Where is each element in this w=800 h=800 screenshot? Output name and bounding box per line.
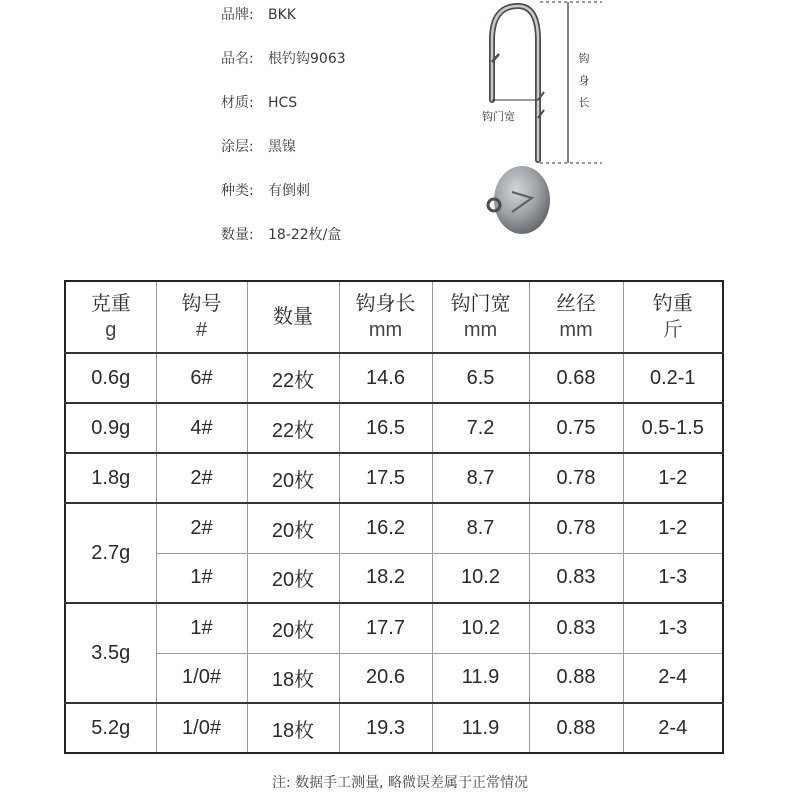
table-cell: 1-2 bbox=[623, 503, 723, 553]
table-cell: 1/0# bbox=[156, 703, 247, 753]
table-row bbox=[65, 653, 723, 703]
table-cell: 7.2 bbox=[432, 403, 529, 453]
table-cell: 18.2 bbox=[339, 553, 432, 603]
table-cell: 10.2 bbox=[432, 603, 529, 653]
spec-brand bbox=[221, 5, 296, 25]
table-cell: 1-3 bbox=[623, 553, 723, 603]
spec-value: HCS bbox=[268, 95, 298, 111]
table-cell: 8.7 bbox=[432, 503, 529, 553]
table-cell: 2-4 bbox=[623, 703, 723, 753]
spec-label: 种类: bbox=[221, 183, 254, 199]
header-weight: 克重 g bbox=[65, 281, 156, 353]
table-cell: 16.5 bbox=[339, 403, 432, 453]
table-cell: 17.7 bbox=[339, 603, 432, 653]
header-hook-size: 钩号 # bbox=[156, 281, 247, 353]
hook-length-label-3: 长 bbox=[578, 96, 590, 109]
header-gap-width: 钩门宽 mm bbox=[432, 281, 529, 353]
table-cell: 1/0# bbox=[156, 653, 247, 703]
table-cell: 20枚 bbox=[247, 553, 339, 603]
table-cell: 22枚 bbox=[247, 403, 339, 453]
table-cell: 2# bbox=[156, 453, 247, 503]
table-cell: 6# bbox=[156, 353, 247, 403]
table-cell: 0.78 bbox=[529, 503, 623, 553]
table-cell: 16.2 bbox=[339, 503, 432, 553]
table-cell: 0.75 bbox=[529, 403, 623, 453]
spec-label: 品牌: bbox=[221, 7, 254, 23]
spec-type bbox=[221, 181, 310, 201]
spec-table bbox=[64, 280, 724, 754]
table-header-row bbox=[65, 281, 723, 353]
table-row bbox=[65, 703, 723, 753]
table-cell: 19.3 bbox=[339, 703, 432, 753]
weight-cell: 3.5g bbox=[65, 603, 156, 703]
table-cell: 0.68 bbox=[529, 353, 623, 403]
table-cell: 18枚 bbox=[247, 653, 339, 703]
table-cell: 8.7 bbox=[432, 453, 529, 503]
table-cell: 0.88 bbox=[529, 703, 623, 753]
weight-cell: 5.2g bbox=[65, 703, 156, 753]
spec-material bbox=[221, 93, 297, 113]
table-cell: 1# bbox=[156, 553, 247, 603]
table-cell: 10.2 bbox=[432, 553, 529, 603]
table-cell: 2# bbox=[156, 503, 247, 553]
table-cell: 0.2-1 bbox=[623, 353, 723, 403]
hook-length-label-2: 身 bbox=[578, 74, 590, 87]
spec-quantity bbox=[221, 225, 341, 245]
table-cell: 20枚 bbox=[247, 453, 339, 503]
jig-hook-illustration bbox=[470, 0, 800, 250]
lead-head bbox=[488, 166, 550, 234]
table-cell: 11.9 bbox=[432, 653, 529, 703]
weight-cell: 0.6g bbox=[65, 353, 156, 403]
weight-cell: 2.7g bbox=[65, 503, 156, 603]
hook-wire bbox=[492, 6, 544, 160]
spec-value: 18-22枚/盒 bbox=[268, 227, 342, 243]
spec-value: 有倒刺 bbox=[268, 183, 310, 199]
spec-product-name bbox=[221, 49, 346, 69]
spec-value: 根钓钩9063 bbox=[268, 51, 346, 67]
header-quantity: 数量 bbox=[247, 281, 339, 353]
spec-value: BKK bbox=[268, 7, 296, 23]
hook-length-label-1: 钩 bbox=[578, 52, 590, 65]
hook-diagram bbox=[470, 0, 800, 250]
table-cell: 2-4 bbox=[623, 653, 723, 703]
table-cell: 11.9 bbox=[432, 703, 529, 753]
table-cell: 0.83 bbox=[529, 553, 623, 603]
header-shank-length: 钩身长 mm bbox=[339, 281, 432, 353]
table-cell: 20枚 bbox=[247, 603, 339, 653]
table-row bbox=[65, 353, 723, 403]
table-cell: 22枚 bbox=[247, 353, 339, 403]
table-row bbox=[65, 403, 723, 453]
table-cell: 20.6 bbox=[339, 653, 432, 703]
spec-value: 黑镍 bbox=[268, 139, 296, 155]
table-cell: 17.5 bbox=[339, 453, 432, 503]
gap-width-label: 钩门宽 bbox=[482, 110, 515, 123]
table-row bbox=[65, 603, 723, 653]
spec-label: 品名: bbox=[221, 51, 254, 67]
spec-label: 材质: bbox=[221, 95, 254, 111]
table-cell: 1-2 bbox=[623, 453, 723, 503]
table-cell: 0.88 bbox=[529, 653, 623, 703]
table-cell: 1-3 bbox=[623, 603, 723, 653]
table-cell: 20枚 bbox=[247, 503, 339, 553]
spec-coating bbox=[221, 137, 296, 157]
table-cell: 0.78 bbox=[529, 453, 623, 503]
weight-cell: 1.8g bbox=[65, 453, 156, 503]
table-cell: 18枚 bbox=[247, 703, 339, 753]
table-cell: 4# bbox=[156, 403, 247, 453]
table-row bbox=[65, 503, 723, 553]
table-cell: 14.6 bbox=[339, 353, 432, 403]
header-fish-weight: 钓重 斤 bbox=[623, 281, 723, 353]
table-cell: 6.5 bbox=[432, 353, 529, 403]
table-cell: 1# bbox=[156, 603, 247, 653]
weight-cell: 0.9g bbox=[65, 403, 156, 453]
table-row bbox=[65, 553, 723, 603]
table-cell: 0.5-1.5 bbox=[623, 403, 723, 453]
table-cell: 0.83 bbox=[529, 603, 623, 653]
header-wire-diameter: 丝径 mm bbox=[529, 281, 623, 353]
spec-label: 涂层: bbox=[221, 139, 254, 155]
footnote: 注: 数据手工测量, 略微误差属于正常情况 bbox=[271, 775, 529, 791]
table-row bbox=[65, 453, 723, 503]
spec-label: 数量: bbox=[221, 227, 254, 243]
